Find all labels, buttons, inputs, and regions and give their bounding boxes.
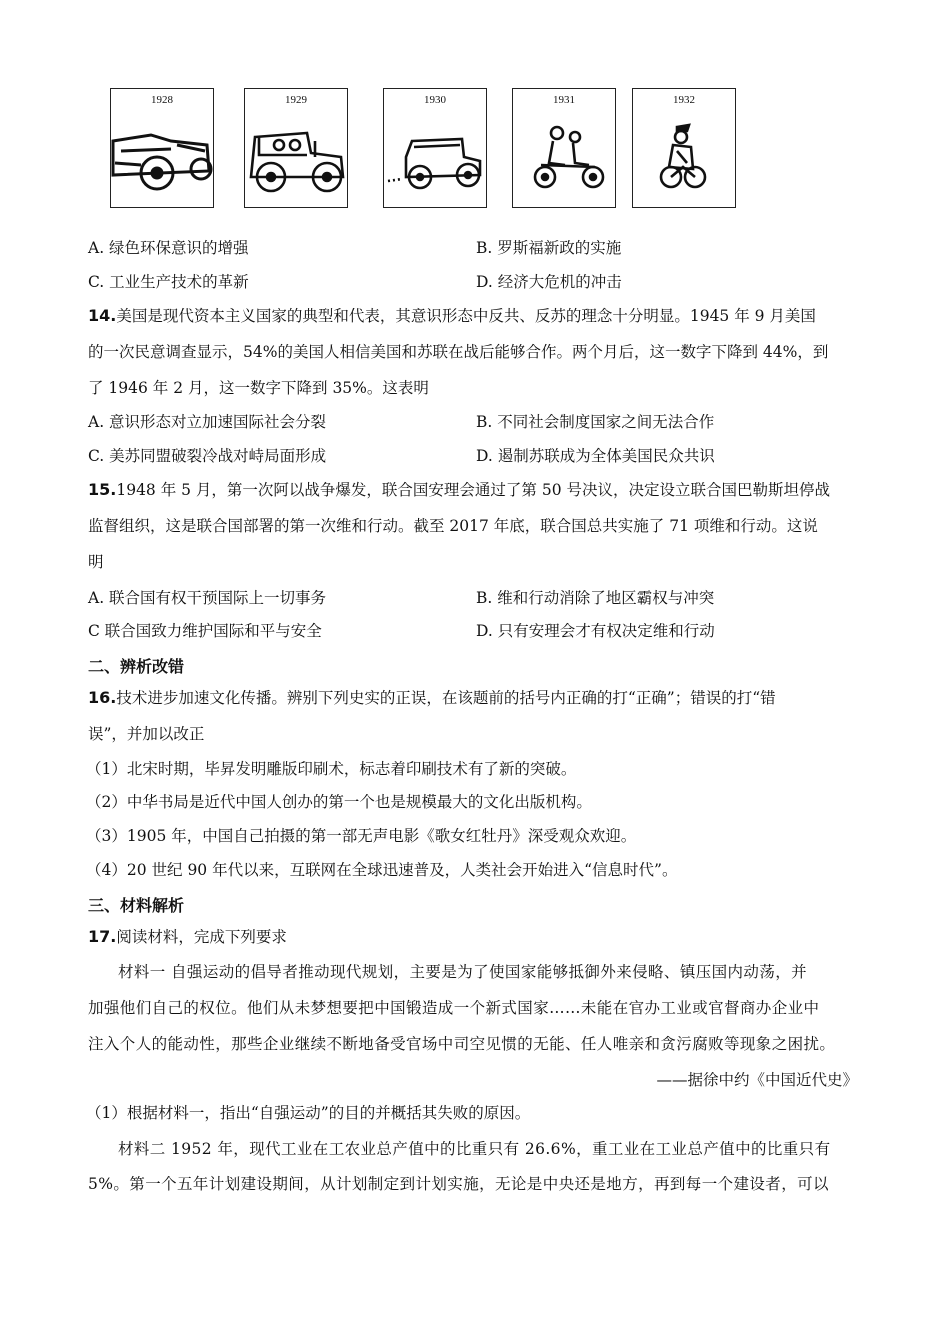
section-heading-3: 三、材料解析 [88,896,185,915]
material-2-line-1: 材料二 1952 年，现代工业在工农业总产值中的比重只有 26.6%，重工业在工业总产值中的比重只有 [118,1140,831,1158]
q17-number: 17. [88,927,117,946]
q15-stem-line-1 [88,480,830,500]
q14-stem-line-2: 的一次民意调查显示，54%的美国人相信美国和苏联在战后能够合作。两个月后，这一数字下降到 44%，到 [88,343,829,361]
q15-text: 1948 年 5 月，第一次阿以战争爆发，联合国安理会通过了第 50 号决议，决定设立联合国巴勒斯坦停战 [116,481,831,499]
q14-number: 14. [88,306,117,325]
q13-option-d[interactable]: D. 经济大危机的冲击 [476,273,622,291]
panel-1932 [632,88,736,208]
material-2-line-2: 5%。第一个五年计划建设期间，从计划制定到计划实施，无论是中央还是地方，再到每一个建设者，可以 [88,1175,829,1193]
q16-item-4: （4）20 世纪 90 年代以来，互联网在全球迅速普及，人类社会开始进入“信息时代”。 [86,861,678,879]
touring-car-icon [245,111,347,205]
q16-item-3: （3）1905 年，中国自己拍摄的第一部无声电影《歌女红牡丹》深受观众欢迎。 [86,827,637,845]
panel-1930 [383,88,487,208]
panel-1929 [244,88,348,208]
q16-stem-line-1 [88,688,776,708]
panel-year: 1929 [285,94,307,106]
vehicle-timeline-figure [0,88,950,212]
bicycle-icon [633,111,735,205]
q16-number: 16. [88,688,117,707]
q14-stem-line-3: 了 1946 年 2 月，这一数字下降到 35%。这表明 [88,379,429,397]
q15-option-d[interactable]: D. 只有安理会才有权决定维和行动 [476,622,715,640]
q13-option-c[interactable]: C. 工业生产技术的革新 [88,273,249,291]
small-car-icon [384,111,486,205]
panel-year: 1928 [151,94,173,106]
q15-option-a[interactable]: A. 联合国有权干预国际上一切事务 [88,589,327,607]
q15-option-c[interactable]: C 联合国致力维护国际和平与安全 [88,622,322,640]
motorcycle-icon [513,111,615,205]
q16-item-2: （2）中华书局是近代中国人创办的第一个也是规模最大的文化出版机构。 [86,793,592,811]
material-1-line-1: 材料一 自强运动的倡导者推动现代规划，主要是为了使国家能够抵御外来侵略、镇压国内动荡，并 [118,963,808,981]
q17-text: 阅读材料，完成下列要求 [116,928,287,946]
panel-1931 [512,88,616,208]
panel-1928 [110,88,214,208]
q14-text: 美国是现代资本主义国家的典型和代表，其意识形态中反共、反苏的理念十分明显。1945 年 9 月美国 [116,307,816,325]
q16-item-1: （1）北宋时期，毕昇发明雕版印刷术，标志着印刷技术有了新的突破。 [86,760,577,778]
q14-option-b[interactable]: B. 不同社会制度国家之间无法合作 [476,413,715,431]
panel-year: 1931 [553,94,575,106]
section-heading-2: 二、辨析改错 [88,657,185,676]
q14-option-a[interactable]: A. 意识形态对立加速国际社会分裂 [88,413,327,431]
q16-text: 技术进步加速文化传播。辨别下列史实的正误，在该题前的括号内正确的打“正确”；错误的打“错 [116,689,776,707]
q13-option-b[interactable]: B. 罗斯福新政的实施 [476,239,622,257]
q15-number: 15. [88,480,117,499]
q17-subquestion-1: （1）根据材料一，指出“自强运动”的目的并概括其失败的原因。 [86,1104,531,1122]
q15-stem-line-2: 监督组织，这是联合国部署的第一次维和行动。截至 2017 年底，联合国总共实施了 71 项维和行动。这说 [88,517,818,535]
q13-option-a[interactable]: A. 绿色环保意识的增强 [88,239,249,257]
material-1-source: ——据徐中约《中国近代史》 [656,1071,858,1089]
material-1-line-2: 加强他们自己的权位。他们从未梦想要把中国锻造成一个新式国家……未能在官办工业或官督商办企业中 [88,999,820,1017]
q14-option-c[interactable]: C. 美苏同盟破裂冷战对峙局面形成 [88,447,327,465]
panel-year: 1932 [673,94,695,106]
luxury-car-icon [111,111,213,205]
q15-stem-line-3: 明 [88,553,104,571]
q14-option-d[interactable]: D. 遏制苏联成为全体美国民众共识 [476,447,715,465]
q16-stem-line-2: 误”，并加以改正 [88,725,205,743]
q17-stem [88,927,287,947]
q15-option-b[interactable]: B. 维和行动消除了地区霸权与冲突 [476,589,715,607]
q14-stem-line-1 [88,306,816,326]
material-1-line-3: 注入个人的能动性，那些企业继续不断地备受官场中司空见惯的无能、任人唯亲和贪污腐败等现象之困扰。 [88,1035,836,1053]
panel-year: 1930 [424,94,446,106]
